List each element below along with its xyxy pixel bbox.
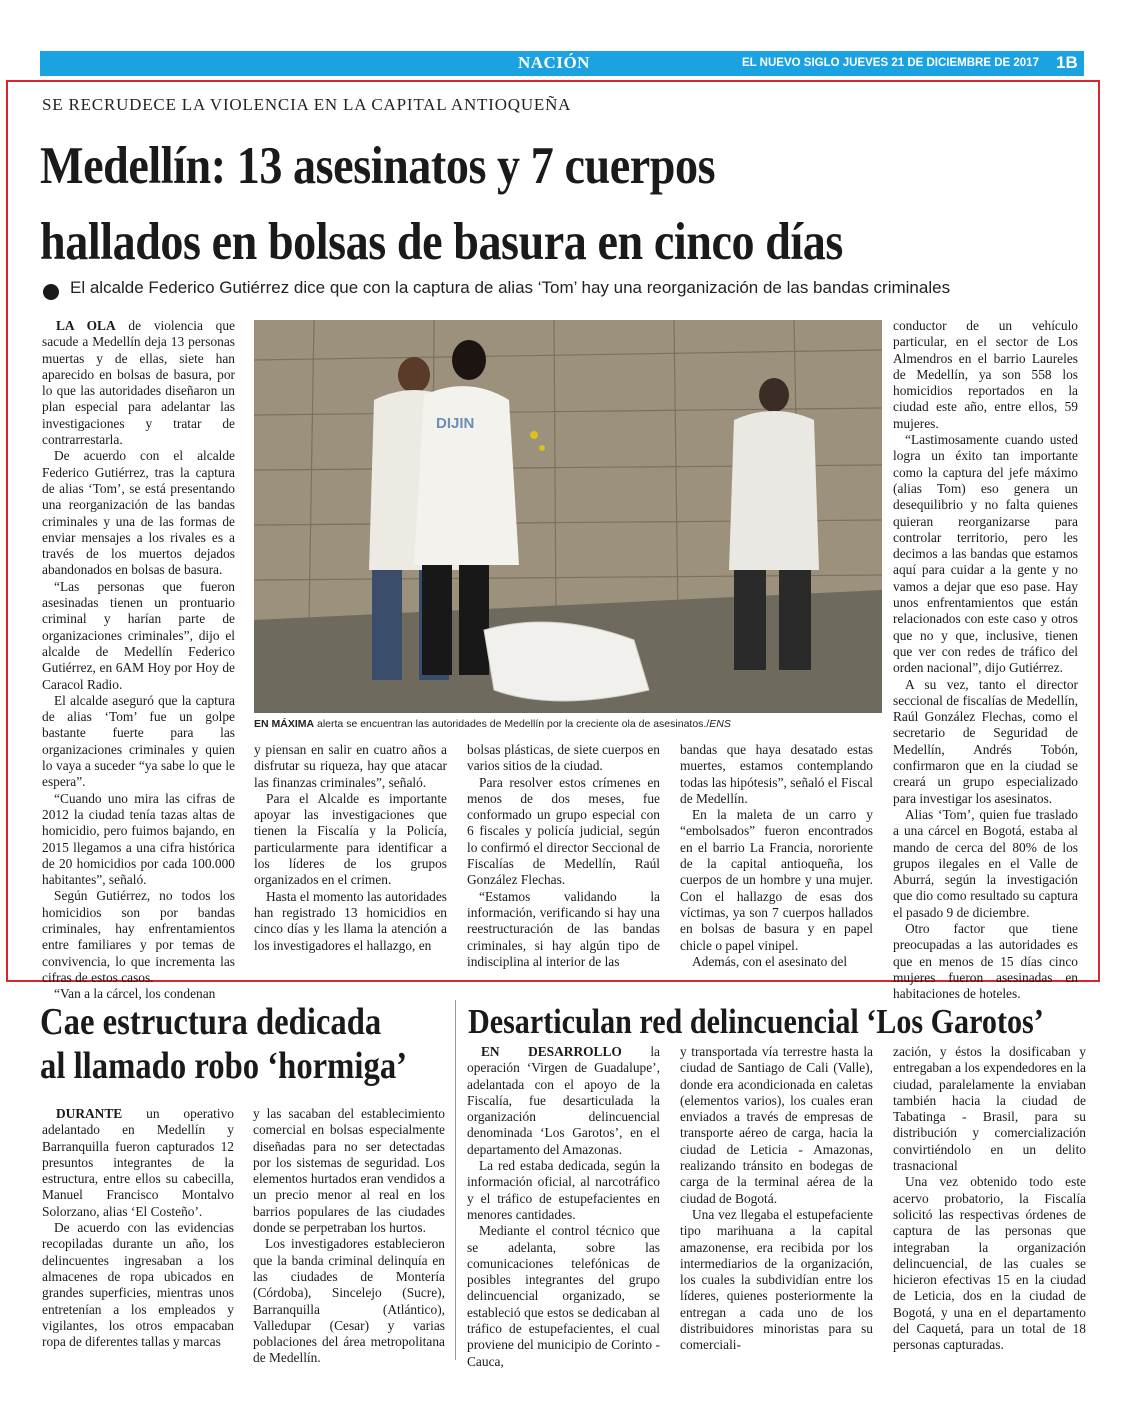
headline-line-1: Medellín: 13 asesinatos y 7 cuerpos [40,137,716,195]
paragraph: LA OLA de violencia que sacude a Medellín deja 13 personas muertas y de ellas, siete han aparecido en bolsas de basura, por lo que las autoridades diseñaron un plan especial para adelantar las investigaciones y tratar de contrarrestarla. [42,318,236,448]
story2-column-2 [253,1106,445,1367]
paragraph: Para el Alcalde es importante apoyar las investigaciones que tienen la Fiscalía y la Policía, particularmente para identificar a los líderes de los grupos organizados en el crimen. [254,790,447,888]
article-column-1 [42,318,235,1002]
jacket-label: DIJIN [436,415,475,432]
paragraph: y transportada vía terrestre hasta la ciudad de Santiago de Cali (Valle), donde era acondicionada en caletas (elementos varios), los cuales eran enviados a través de empresas de transporte aéreo de carga, hacia la ciudad de Leticia - Amazonas, realizando tránsito en bodegas de carga de la terminal aérea de la ciudad de Bogotá. [680,1044,873,1206]
story2-headline-line-1: Cae estructura dedicada [40,1001,382,1043]
paragraph: Una vez obtenido todo este acervo probatorio, la Fiscalía solicitó las respectivas órdenes de captura de las personas que integraban la organización delincuencial, de las cuales se hicieron efectivas 15 en la ciudad de Leticia, dos en la ciudad de Bogotá, y una en el departamento del Caquetá, para un total de 18 personas capturadas. [893,1174,1086,1353]
paragraph: conductor de un vehículo particular, en el sector de Los Almendros en el barrio Laureles de Medellín, ya son 558 los homicidios reportados en la ciudad este año, entre ellos, 59 mujeres. [893,318,1078,431]
section-name: NACIÓN [518,53,590,72]
paragraph: Además, con el asesinato del [692,953,848,969]
column-divider [455,1000,456,1360]
paragraph: bolsas plásticas, de siete cuerpos en varios sitios de la ciudad. [467,742,660,774]
story3-column-1 [467,1044,660,1370]
lead-in: EN DESARROLLO [481,1044,622,1059]
page-number: 1B [1056,53,1078,72]
story2-headline-line-2: al llamado robo ‘hormiga’ [40,1045,408,1087]
photo-credit: ENS [709,718,731,730]
kicker: SE RECRUDECE LA VIOLENCIA EN LA CAPITAL ANTIOQUEÑA [42,95,572,114]
paragraph: “Van a la cárcel, los condenan [54,986,216,1002]
headline-line-2: hallados en bolsas de basura en cinco días [40,213,843,271]
story3-headline: Desarticulan red delincuencial ‘Los Garotos’ [468,1002,1044,1041]
main-headline [40,128,945,280]
paragraph: y piensan en salir en cuatro años a disfrutar su riqueza, hay que atacar las finanzas criminales”, señaló. [254,742,447,790]
paragraph: De acuerdo con el alcalde Federico Gutiérrez, tras la captura de alias ‘Tom’, se está presentando una reorganización de las bandas criminales y una de las formas de enviar mensajes a los rivales es a través de los muertos dejados abandonados en bolsas de basura. [42,448,235,578]
lead-in: LA OLA [56,318,116,333]
paragraph: Una vez llegaba el estupefaciente tipo marihuana a la capital amazonense, era recibida por los intermediarios de la organización, los cuales la subdividían entre los líderes, quienes posteriormente la entregan a cada uno de los distribuidores minoristas para su comerciali- [680,1206,873,1353]
article-column-4 [680,742,873,970]
paragraph: Para resolver estos crímenes en menos de dos meses, fue conformado un grupo especial con 6 fiscales y policía judicial, según lo confirmó el director Seccional de Fiscalías de Medellín, Raúl González Flechas. [467,774,660,888]
paragraph: y las sacaban del establecimiento comercial en bolsas especialmente diseñadas para no ser detectadas por los sistemas de seguridad. Los elementos hurtados eran vendidos a un precio menor al real en los barrios populares de las ciudades donde se perpetraban los hurtos. [253,1106,445,1236]
paragraph: bandas que haya desatado estas muertes, estamos contemplando todas las hipótesis”, señaló el Fiscal de Medellín. [680,742,873,806]
paragraph: EN DESARROLLO la operación ‘Virgen de Guadalupe’, adelantada con el apoyo de la Fiscalía, fue desarticulada la organización delincuencial denominada ‘Los Garotos’, en el departamento del Amazonas. [467,1044,660,1157]
article-column-2 [254,742,447,954]
paragraph: DURANTE un operativo adelantado en Medellín y Barranquilla fueron capturados 12 presuntos integrantes de la estructura, entre ellos su cabecilla, Manuel Francisco Montalvo Solorzano, alias ‘El Costeño’. [42,1106,234,1219]
story2-headline [40,1000,407,1088]
paragraph: zación, y éstos la dosificaban y entregaban a los expendedores en la ciudad, paralelamente la enviaban también hacia la ciudad de Tabatinga - Brasil, para su distribución y comercialización convirtiéndolo en un delito trasnacional [893,1044,1086,1174]
paragraph: Según Gutiérrez, no todos los homicidios son por bandas criminales, hay enfrentamientos entre familiares y por temas de convivencia, lo que incrementa las cifras de estos casos. [42,888,235,985]
news-photo [254,320,882,713]
paragraph: “Lastimosamente cuando usted logra un éxito tan importante como la captura del jefe máximo (alias Tom) eso genera un desequilibrio y no falta quienes quieran reorganizarse para controlar territorio, pero les decimos a las bandas que estamos aquí para cuidar a la gente y no vamos a dejar que eso pase. Hay unos enfrentamientos que están relacionados con este caso y otros que no y que, inclusive, tienen que ver con redes de tráfico del orden nacional”, dijo Gutiérrez. [893,432,1078,676]
paragraph: Otro factor que tiene preocupadas a las autoridades es que en menos de 15 días cinco mujeres fueron asesinadas en habitaciones de hoteles. [893,920,1078,1002]
paragraph: Alias ‘Tom’, quien fue traslado a una cárcel en Bogotá, estaba al mando de cerca del 80% de los grupos ilegales en el Valle de Aburrá, según la investigación que dio como resultado su captura el pasado 9 de diciembre. [893,806,1078,920]
paragraph: Hasta el momento las autoridades han registrado 13 homicidios en cinco días y les llama la atención a los investigadores el hallazgo, en [254,888,447,953]
paragraph: A su vez, tanto el director seccional de fiscalías de Medellín, Raúl González Flechas, como el secretario de Seguridad de Medellín, Andrés Tobón, confirmaron que en la ciudad se creará un grupo especializado para investigar los asesinatos. [893,676,1078,806]
paragraph: Mediante el control técnico que se adelanta, sobre las comunicaciones telefónicas de posibles integrantes del grupo delincuencial organizado, se estableció que estos se dedicaban al tráfico de estupefacientes, el cual proviene del municipio de Corinto - Cauca, [467,1223,660,1369]
article-column-3 [467,742,660,970]
paragraph: “Las personas que fueron asesinadas tienen un prontuario criminal y harían parte de organizaciones criminales”, dijo el alcalde de Medellín Federico Gutiérrez, en 6AM Hoy por Hoy de Caracol Radio. [42,578,235,692]
story3-column-2 [680,1044,873,1354]
crime-scene-photo [254,320,882,713]
article-column-5 [893,318,1078,1002]
paragraph: De acuerdo con las evidencias recopiladas durante un año, los delincuentes ingresaban a los almacenes de ropa ubicados en grandes superficies, mientras unos entretenían a los empleados y vigilantes, los otros empacaban ropa de diferentes tallas y marcas [42,1220,234,1350]
story3-column-3 [893,1044,1086,1354]
bullet-icon [43,284,59,300]
paragraph: El alcalde aseguró que la captura de alias ‘Tom’ fue un golpe bastante fuerte para las organizaciones criminales y quien lo vaya a suceder “ya sabe lo que le espera”. [42,692,235,790]
paragraph: Los investigadores establecieron que la banda criminal delinquía en las ciudades de Montería (Córdoba), Sincelejo (Sucre), Barranquilla (Atlántico), Valledupar (Cesar) y varias poblaciones del área metropolitana de Medellín. [253,1236,445,1366]
paragraph: La red estaba dedicada, según la información oficial, al narcotráfico y el tráfico de estupefacientes en menores cantidades. [467,1158,660,1222]
issue-dateline: EL NUEVO SIGLO JUEVES 21 DE DICIEMBRE DE 2017 [742,57,1039,69]
paragraph: “Estamos validando la información, verificando si hay una reestructuración de las bandas criminales, si hay algún tipo de indisciplina al interior de las [467,888,660,969]
deck: El alcalde Federico Gutiérrez dice que con la captura de alias ‘Tom’ hay una reorganización de las bandas criminales [70,278,951,297]
story2-column-1 [42,1106,234,1350]
paragraph: “Cuando uno mira las cifras de 2012 la ciudad tenía tazas altas de homicidio, pero fuimos bajando, en 2015 llegamos a una cifra histórica de 20 homicidios por cada 100.000 habitantes”, señaló. [42,790,235,888]
lead-in: DURANTE [56,1106,123,1121]
paragraph: En la maleta de un carro y “embolsados” fueron encontrados en el barrio La Francia, nororiente de la capital antioqueña, los cuerpos de un hombre y una mujer. Con el hallazgo de esas dos víctimas, ya son 7 cuerpos hallados en bolsas de basura y en papel chicle o papel vinipel. [680,807,873,953]
photo-caption: EN MÁXIMA alerta se encuentran las autoridades de Medellín por la creciente ola de asesinatos./ENS [254,718,731,730]
